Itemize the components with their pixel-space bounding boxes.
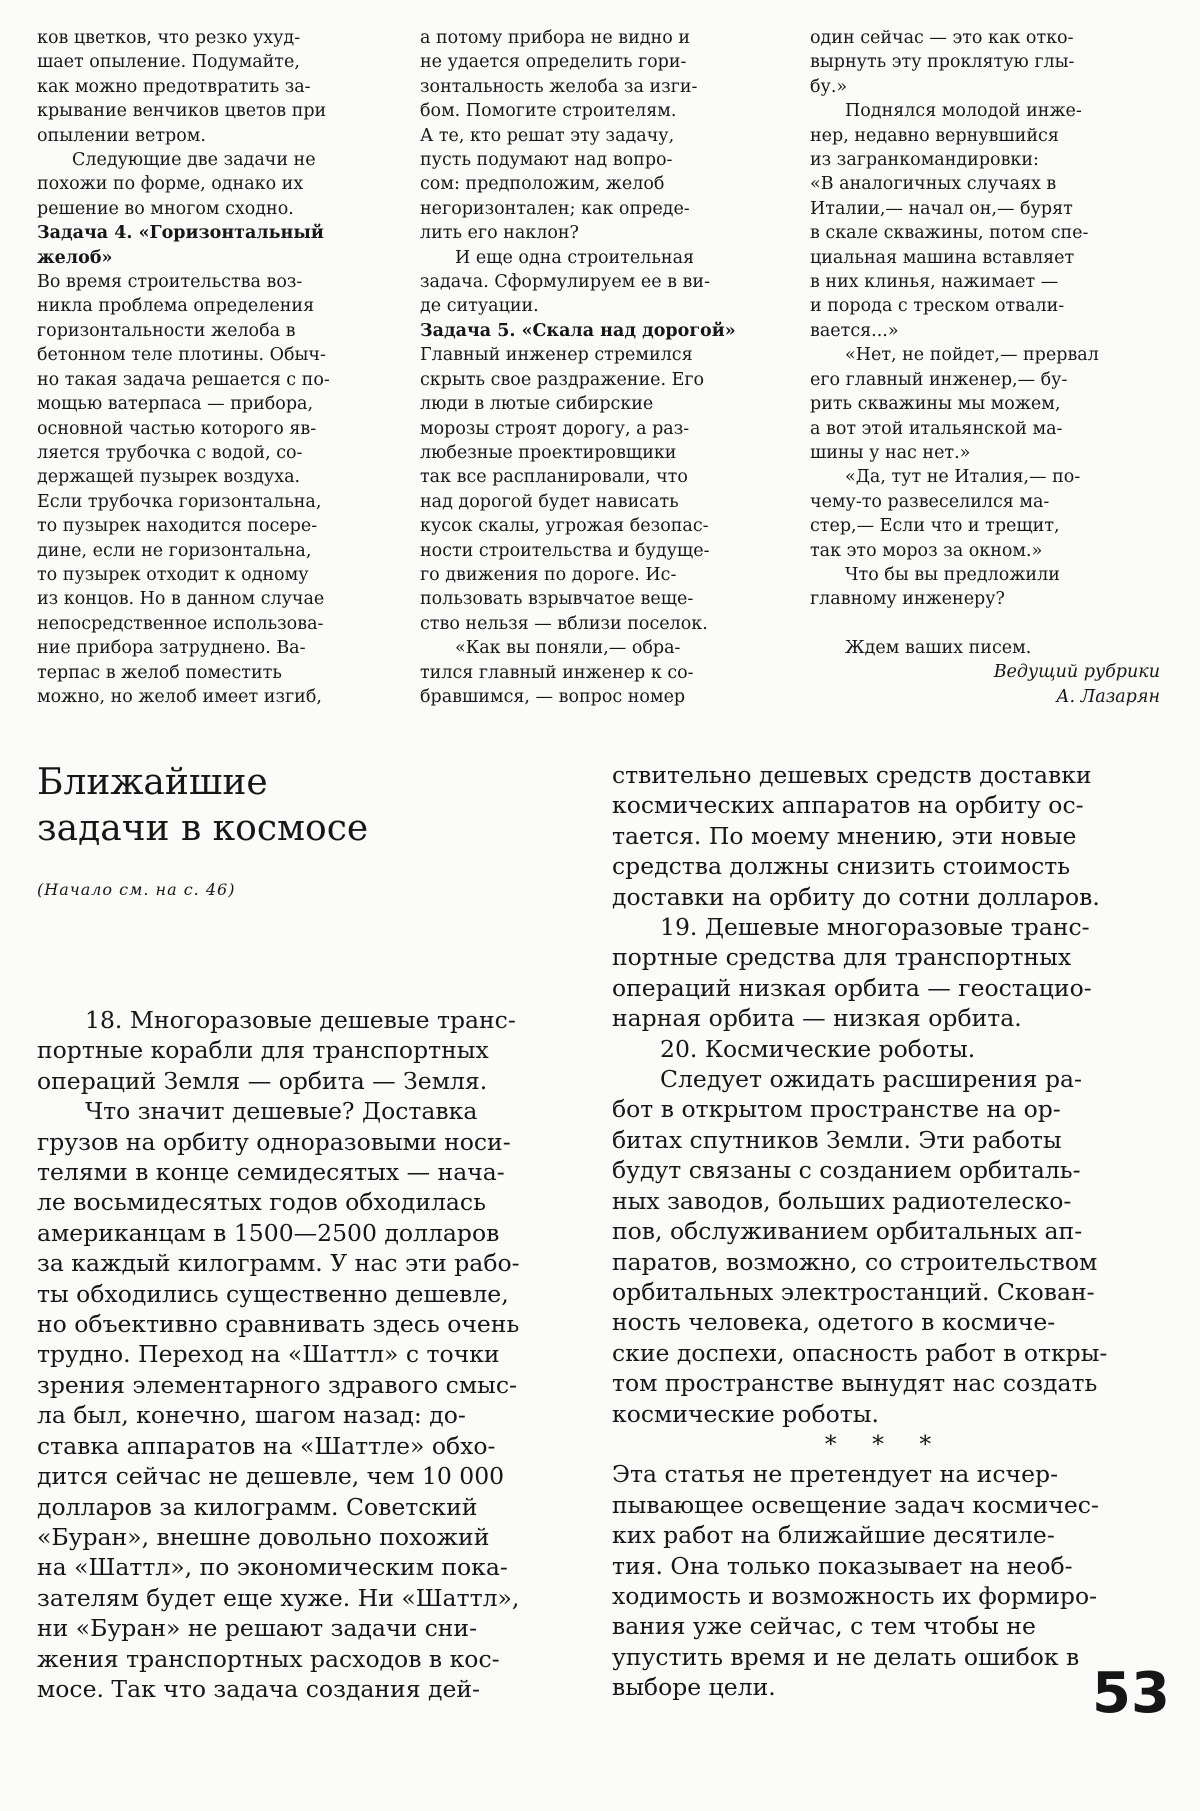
text-line: стер,— Если что и трещит,	[810, 516, 1060, 537]
text-line: бом. Помогите строителям.	[420, 101, 677, 122]
text-line: а вот этой итальянской ма-	[810, 418, 1063, 439]
text-line: жения транспортных расходов в кос-	[37, 1644, 500, 1673]
text-line: Что бы вы предложили	[845, 564, 1060, 585]
text-line: том пространстве вынудят нас создать	[612, 1369, 1098, 1398]
text-line: нер, недавно вернувшийся	[810, 125, 1059, 146]
text-line: решение во многом сходно.	[37, 198, 294, 219]
text-line: ности строительства и будуще-	[420, 540, 710, 561]
task-4-heading: желоб»	[37, 247, 113, 268]
text-line: бетонном теле плотины. Обыч-	[37, 345, 326, 366]
text-line: американцам в 1500—2500 долларов	[37, 1218, 500, 1247]
article-column-left	[37, 1005, 577, 1704]
task-4-heading: Задача 4. «Горизонтальный	[37, 223, 324, 244]
text-line: никла проблема определения	[37, 296, 315, 317]
text-line: ты обходились существенно дешевле,	[37, 1279, 509, 1308]
text-line: долларов за килограмм. Советский	[37, 1492, 478, 1521]
task-5-heading: Задача 5. «Скала над дорогой»	[420, 320, 736, 341]
text-line: грузов на орбиту одноразовыми носи-	[37, 1127, 511, 1156]
text-line: де ситуации.	[420, 296, 539, 317]
text-line: И еще одна строительная	[455, 247, 695, 268]
text-line: кусок скалы, угрожая безопас-	[420, 516, 709, 537]
text-line: Италии,— начал он,— бурят	[810, 198, 1073, 219]
text-line: портные средства для транспортных	[612, 943, 1072, 972]
text-line: Если трубочка горизонтальна,	[37, 491, 322, 512]
text-line: Следует ожидать расширения ра-	[660, 1065, 1082, 1094]
text-line: Во время строительства воз-	[37, 272, 303, 293]
text-line: бравшимся, — вопрос номер	[420, 686, 686, 707]
text-line: держащей пузырек воздуха.	[37, 467, 301, 488]
text-line: ков цветков, что резко ухуд-	[37, 28, 301, 48]
editor-name: А. Лазарян	[1056, 686, 1160, 707]
text-line: непосредственное использова-	[37, 613, 324, 634]
continuation-note: (Начало см. на с. 46)	[37, 880, 236, 899]
text-line: выборе цели.	[612, 1673, 776, 1702]
closing-note: Ждем ваших писем.	[845, 637, 1032, 658]
text-line: ские доспехи, опасность работ в откры-	[612, 1338, 1108, 1367]
text-line: «Буран», внешне довольно похожий	[37, 1522, 490, 1551]
text-line: битах спутников Земли. Эти работы	[612, 1125, 1062, 1154]
text-line: в них клинья, нажимает —	[810, 272, 1059, 293]
text-line: средства должны снизить стоимость	[612, 852, 1071, 881]
text-line: вается...»	[810, 320, 899, 341]
text-line: ходимость и возможность их формиро-	[612, 1581, 1098, 1610]
text-line: паратов, возможно, со строительством	[612, 1247, 1098, 1276]
text-line: шает опыление. Подумайте,	[37, 52, 300, 73]
text-line: шины у нас нет.»	[810, 442, 971, 463]
text-line: его главный инженер,— бу-	[810, 369, 1068, 390]
text-line: терпас в желоб поместить	[37, 662, 282, 683]
text-line: операций низкая орбита — геостацио-	[612, 973, 1092, 1002]
text-line: А те, кто решат эту задачу,	[420, 125, 675, 146]
text-line: ла был, конечно, шагом назад: до-	[37, 1401, 466, 1430]
text-line: зонтальность желоба за изги-	[420, 76, 698, 97]
text-line: ставка аппаратов на «Шаттле» обхо-	[37, 1431, 496, 1460]
text-line: ких работ на ближайшие десятиле-	[612, 1521, 1055, 1550]
text-line: тился главный инженер к со-	[420, 662, 694, 683]
text-line: так это мороз за окном.»	[810, 540, 1043, 561]
text-line: рить скважины мы можем,	[810, 394, 1061, 415]
text-line: бу.»	[810, 76, 848, 97]
text-line: негоризонтален; как опреде-	[420, 198, 690, 219]
text-line: главному инженеру?	[810, 589, 1005, 610]
text-line: «Нет, не пойдет,— прервал	[845, 345, 1099, 366]
text-line: ни «Буран» не решают задачи сни-	[37, 1614, 478, 1643]
text-line: пусть подумают над вопро-	[420, 150, 673, 171]
spacer-line	[810, 612, 1160, 636]
text-line: из загранкомандировки:	[810, 150, 1039, 171]
top-column-1	[37, 26, 377, 709]
text-line: то пузырек отходит к одному	[37, 564, 309, 585]
article-column-right	[612, 760, 1158, 1703]
text-line: так все распланировали, что	[420, 467, 688, 488]
text-line: зателям будет еще хуже. Ни «Шаттл»,	[37, 1583, 520, 1612]
text-line: ние прибора затруднено. Ва-	[37, 638, 306, 659]
text-line: на «Шаттл», по экономическим пока-	[37, 1553, 508, 1582]
text-line: за каждый килограмм. У нас эти рабо-	[37, 1249, 520, 1278]
text-line: лить его наклон?	[420, 223, 579, 244]
text-line: крывание венчиков цветов при	[37, 101, 327, 122]
text-line: пов, обслуживанием орбитальных ап-	[612, 1217, 1083, 1246]
text-line: можно, но желоб имеет изгиб,	[37, 686, 322, 707]
text-line: Поднялся молодой инже-	[845, 101, 1082, 122]
text-line: бот в открытом пространстве на ор-	[612, 1095, 1061, 1124]
text-line: пользовать взрывчатое веще-	[420, 589, 694, 610]
text-line: не удается определить гори-	[420, 52, 687, 73]
text-line: мосе. Так что задача создания дей-	[37, 1674, 480, 1703]
text-line: то пузырек находится посере-	[37, 516, 318, 537]
text-line: «Как вы поняли,— обра-	[455, 638, 681, 659]
text-line: из концов. Но в данном случае	[37, 589, 325, 610]
article-title	[37, 760, 368, 852]
page-number: 53	[1092, 1661, 1170, 1726]
text-line: 18. Многоразовые дешевые транс-	[85, 1006, 516, 1034]
text-line: ность человека, одетого в космиче-	[612, 1308, 1056, 1337]
top-column-3	[810, 26, 1160, 709]
text-line: дится сейчас не дешевле, чем 10 000	[37, 1462, 505, 1491]
text-line: Что значит дешевые? Доставка	[85, 1097, 478, 1126]
text-line: вырнуть эту проклятую глы-	[810, 52, 1075, 73]
text-line: космические роботы.	[612, 1399, 879, 1428]
text-line: один сейчас — это как отко-	[810, 28, 1074, 48]
text-line: морозы строят дорогу, а раз-	[420, 418, 690, 439]
section-divider: * * *	[824, 1429, 946, 1458]
text-line: сом: предположим, желоб	[420, 174, 665, 195]
text-line: тается. По моему мнению, эти новые	[612, 821, 1077, 850]
article-title-line-1: Ближайшие	[37, 762, 268, 803]
text-line: нарная орбита — низкая орбита.	[612, 1004, 1022, 1033]
text-line: тия. Она только показывает на необ-	[612, 1551, 1073, 1580]
text-line: скрыть свое раздражение. Его	[420, 369, 705, 390]
article-title-line-2: задачи в космосе	[37, 808, 369, 849]
text-line: над дорогой будет нависать	[420, 491, 679, 512]
text-line: мощью ватерпаса — прибора,	[37, 394, 314, 415]
text-line: похожи по форме, однако их	[37, 174, 304, 195]
text-line: но такая задача решается с по-	[37, 369, 330, 390]
text-line: ных заводов, больших радиотелеско-	[612, 1186, 1072, 1215]
text-line: горизонтальности желоба в	[37, 320, 296, 341]
text-line: но объективно сравнивать здесь очень	[37, 1310, 520, 1339]
text-line: задача. Сформулируем ее в ви-	[420, 272, 710, 293]
text-line: циальная машина вставляет	[810, 247, 1075, 268]
text-line: опылении ветром.	[37, 125, 206, 146]
text-line: зрения элементарного здравого смыс-	[37, 1370, 517, 1399]
text-line: космических аппаратов на орбиту ос-	[612, 791, 1084, 820]
top-column-2	[420, 26, 762, 709]
text-line: люди в лютые сибирские	[420, 394, 654, 415]
text-line: ствительно дешевых средств доставки	[612, 761, 1092, 789]
text-line: в скале скважины, потом спе-	[810, 223, 1089, 244]
text-line: пывающее освещение задач космичес-	[612, 1490, 1099, 1519]
text-line: 19. Дешевые многоразовые транс-	[660, 913, 1090, 942]
text-line: телями в конце семидесятых — нача-	[37, 1158, 505, 1187]
text-line: будут связаны с созданием орбиталь-	[612, 1156, 1081, 1185]
text-line: операций Земля — орбита — Земля.	[37, 1066, 488, 1095]
text-line: Главный инженер стремился	[420, 345, 693, 366]
text-line: чему-то развеселился ма-	[810, 491, 1050, 512]
text-line: «В аналогичных случаях в	[810, 174, 1057, 195]
text-line: вания уже сейчас, с тем чтобы не	[612, 1612, 1036, 1641]
text-line: портные корабли для транспортных	[37, 1036, 489, 1065]
text-line: ство нельзя — вблизи поселок.	[420, 613, 708, 634]
text-line: а потому прибора не видно и	[420, 28, 690, 48]
text-line: ле восьмидесятых годов обходилась	[37, 1188, 486, 1217]
text-line: и порода с треском отвали-	[810, 296, 1065, 317]
text-line: ляется трубочка с водой, со-	[37, 442, 303, 463]
text-line: орбитальных электростанций. Скован-	[612, 1277, 1095, 1306]
text-line: доставки на орбиту до сотни долларов.	[612, 882, 1100, 911]
text-line: «Да, тут не Италия,— по-	[845, 467, 1081, 488]
text-line: любезные проектировщики	[420, 442, 677, 463]
text-line: как можно предотвратить за-	[37, 76, 311, 97]
text-line: трудно. Переход на «Шаттл» с точки	[37, 1340, 500, 1369]
text-line: Эта статья не претендует на исчер-	[612, 1460, 1059, 1489]
editor-role: Ведущий рубрики	[993, 662, 1160, 683]
text-line: 20. Космические роботы.	[660, 1034, 976, 1063]
text-line: Следующие две задачи не	[72, 150, 316, 171]
text-line: упустить время и не делать ошибок в	[612, 1642, 1080, 1671]
text-line: го движения по дороге. Ис-	[420, 564, 677, 585]
text-line: дине, если не горизонтальна,	[37, 540, 312, 561]
text-line: основной частью которого яв-	[37, 418, 317, 439]
